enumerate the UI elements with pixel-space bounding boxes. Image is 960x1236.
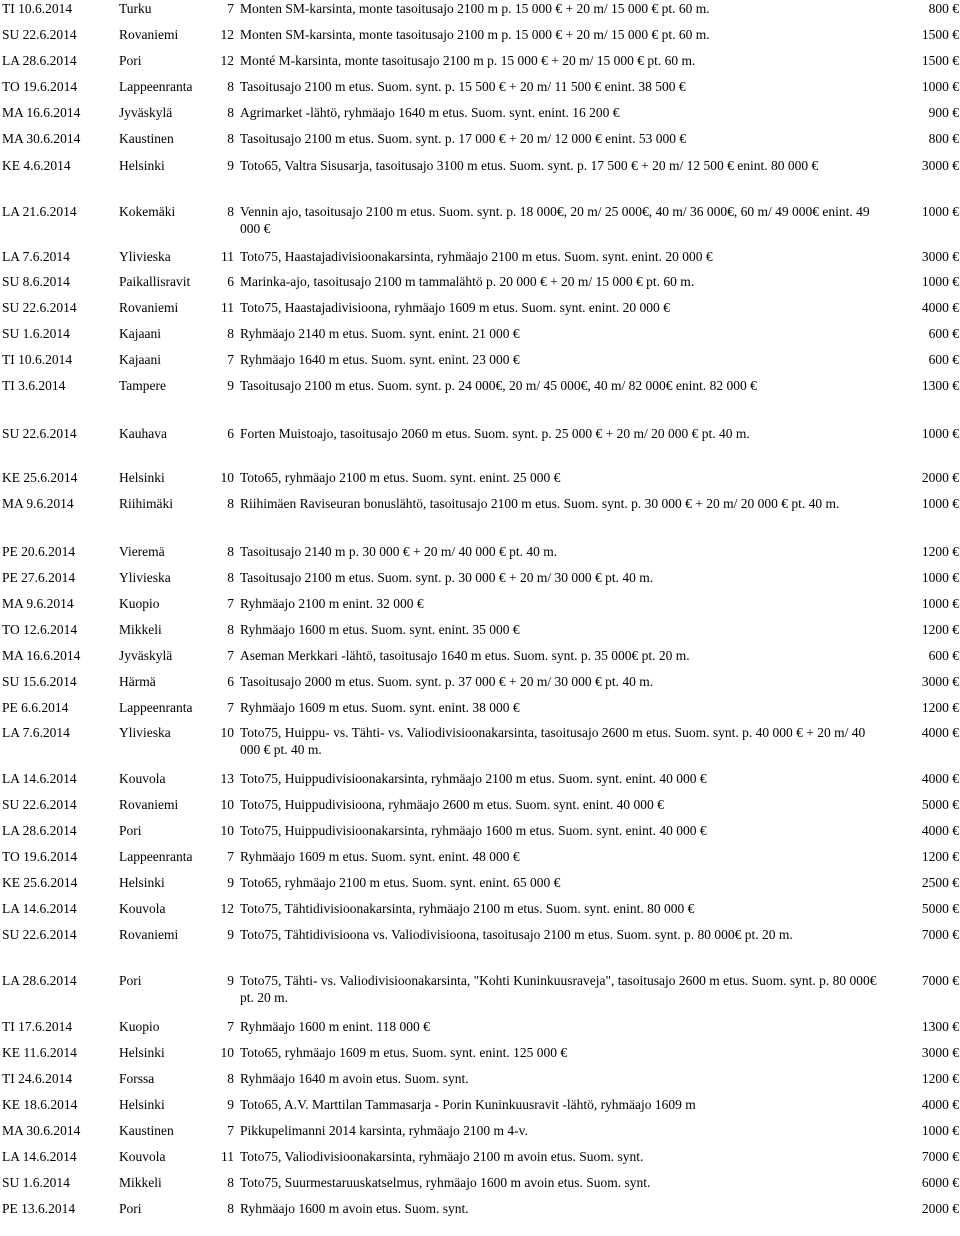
race-number: 8 [227, 570, 234, 585]
race-venue: Pori [119, 823, 142, 838]
race-venue: Forssa [119, 1071, 155, 1086]
race-prize: 5000 € [921, 901, 959, 916]
race-venue: Helsinki [119, 1045, 165, 1060]
race-description: Tasoitusajo 2100 m etus. Suom. synt. p. 30 000 € + 20 m/ 30 000 € pt. 40 m. [240, 570, 654, 585]
race-venue: Kouvola [119, 1149, 166, 1164]
race-date: LA 7.6.2014 [2, 725, 70, 740]
race-description: Ryhmäajo 1600 m etus. Suom. synt. enint. 35 000 € [240, 622, 520, 637]
race-date: PE 13.6.2014 [2, 1201, 76, 1216]
race-date: TI 10.6.2014 [2, 352, 73, 367]
race-venue: Helsinki [119, 470, 165, 485]
race-date: MA 16.6.2014 [2, 648, 81, 663]
race-date: LA 14.6.2014 [2, 901, 77, 916]
race-venue: Helsinki [119, 158, 165, 173]
race-prize: 6000 € [921, 1175, 959, 1190]
race-number: 12 [220, 27, 234, 42]
race-number: 9 [227, 973, 234, 988]
race-date: MA 30.6.2014 [2, 1123, 81, 1138]
race-date: LA 28.6.2014 [2, 53, 77, 68]
race-venue: Lappeenranta [119, 849, 193, 864]
race-description: Aseman Merkkari -lähtö, tasoitusajo 1640 m etus. Suom. synt. p. 35 000€ pt. 20 m. [240, 648, 690, 663]
race-number: 9 [227, 378, 234, 393]
race-number: 8 [227, 131, 234, 146]
race-description: Agrimarket -lähtö, ryhmäajo 1640 m etus. Suom. synt. enint. 16 200 € [240, 105, 620, 120]
race-venue: Ylivieska [119, 249, 171, 264]
race-description: Toto75, Tähti- vs. Valiodivisioonakarsinta, "Kohti Kuninkuusraveja", tasoitusajo 2600 m etus. Suom. synt. p. 80 000€ pt. 20 m. [240, 973, 877, 1005]
race-prize: 1000 € [921, 204, 959, 219]
race-date: MA 16.6.2014 [2, 105, 81, 120]
race-number: 7 [227, 849, 234, 864]
race-prize: 1200 € [921, 544, 959, 559]
race-number: 7 [227, 1019, 234, 1034]
race-date: PE 20.6.2014 [2, 544, 76, 559]
race-prize: 800 € [928, 1, 959, 16]
race-venue: Rovaniemi [119, 797, 179, 812]
race-description: Tasoitusajo 2140 m p. 30 000 € + 20 m/ 40 000 € pt. 40 m. [240, 544, 558, 559]
race-description: Toto65, Valtra Sisusarja, tasoitusajo 3100 m etus. Suom. synt. p. 17 500 € + 20 m/ 12 500 € enint. 80 000 € [240, 158, 819, 173]
race-venue: Pori [119, 1201, 142, 1216]
race-date: SU 22.6.2014 [2, 797, 77, 812]
list-item [0, 972, 960, 1008]
race-prize: 1000 € [921, 426, 959, 441]
race-date: KE 18.6.2014 [2, 1097, 78, 1112]
list-item [0, 425, 960, 461]
race-date: SU 22.6.2014 [2, 927, 77, 942]
race-venue: Kauhava [119, 426, 167, 441]
race-date: SU 15.6.2014 [2, 674, 77, 689]
race-number: 10 [220, 797, 234, 812]
race-date: KE 25.6.2014 [2, 470, 78, 485]
race-description: Toto75, Tähtidivisioona vs. Valiodivisioona, tasoitusajo 2100 m etus. Suom. synt. p. 80 000€ pt. 20 m. [240, 927, 793, 942]
race-venue: Ylivieska [119, 570, 171, 585]
race-date: SU 1.6.2014 [2, 326, 70, 341]
race-date: SU 22.6.2014 [2, 426, 77, 441]
race-description: Forten Muistoajo, tasoitusajo 2060 m etus. Suom. synt. p. 25 000 € + 20 m/ 20 000 € pt. 40 m. [240, 426, 750, 441]
race-description: Toto75, Haastajadivisioona, ryhmäajo 1609 m etus. Suom. synt. enint. 20 000 € [240, 300, 670, 315]
race-prize: 1200 € [921, 700, 959, 715]
race-description: Toto75, Tähtidivisioonakarsinta, ryhmäajo 2100 m etus. Suom. synt. enint. 80 000 € [240, 901, 695, 916]
race-number: 8 [227, 1071, 234, 1086]
race-venue: Kokemäki [119, 204, 176, 219]
race-number: 8 [227, 544, 234, 559]
race-description: Monté M-karsinta, monte tasoitusajo 2100 m p. 15 000 € + 20 m/ 15 000 € pt. 60 m. [240, 53, 696, 68]
race-prize: 7000 € [921, 973, 959, 988]
race-venue: Jyväskylä [119, 648, 173, 663]
race-prize: 1000 € [921, 1123, 959, 1138]
race-number: 7 [227, 1, 234, 16]
race-date: LA 14.6.2014 [2, 771, 77, 786]
race-description: Toto65, ryhmäajo 2100 m etus. Suom. synt. enint. 25 000 € [240, 470, 561, 485]
list-item [0, 377, 960, 413]
race-venue: Pori [119, 973, 142, 988]
race-date: TI 24.6.2014 [2, 1071, 73, 1086]
race-venue: Kouvola [119, 901, 166, 916]
race-number: 8 [227, 1201, 234, 1216]
race-description: Marinka-ajo, tasoitusajo 2100 m tammalähtö p. 20 000 € + 20 m/ 15 000 € pt. 60 m. [240, 274, 695, 289]
race-date: LA 14.6.2014 [2, 1149, 77, 1164]
race-number: 9 [227, 927, 234, 942]
race-date: LA 21.6.2014 [2, 204, 77, 219]
race-venue: Lappeenranta [119, 79, 193, 94]
race-description: Ryhmäajo 2100 m enint. 32 000 € [240, 596, 424, 611]
race-prize: 1300 € [921, 1019, 959, 1034]
list-item [0, 495, 960, 531]
race-venue: Kaustinen [119, 131, 174, 146]
race-number: 11 [221, 300, 234, 315]
race-prize: 7000 € [921, 927, 959, 942]
race-number: 12 [220, 901, 234, 916]
race-prize: 1200 € [921, 849, 959, 864]
race-description: Ryhmäajo 1600 m enint. 118 000 € [240, 1019, 430, 1034]
race-description: Toto65, ryhmäajo 1609 m etus. Suom. synt. enint. 125 000 € [240, 1045, 568, 1060]
race-prize: 1500 € [921, 53, 959, 68]
race-number: 10 [220, 823, 234, 838]
race-prize: 4000 € [921, 1097, 959, 1112]
race-number: 9 [227, 158, 234, 173]
race-prize: 7000 € [921, 1149, 959, 1164]
race-venue: Lappeenranta [119, 700, 193, 715]
race-prize: 2000 € [921, 1201, 959, 1216]
race-venue: Helsinki [119, 875, 165, 890]
race-description: Toto75, Huippu- vs. Tähti- vs. Valiodivisioonakarsinta, tasoitusajo 2600 m etus. Suom. synt. p. 40 000 € + 20 m/ 40 000 € pt. 40 m. [240, 725, 866, 757]
race-venue: Paikallisravit [119, 274, 191, 289]
race-venue: Rovaniemi [119, 927, 179, 942]
race-description: Toto65, A.V. Marttilan Tammasarja - Porin Kuninkuusravit -lähtö, ryhmäajo 1609 m [240, 1097, 696, 1112]
race-date: TI 10.6.2014 [2, 1, 73, 16]
race-date: SU 8.6.2014 [2, 274, 70, 289]
race-description: Ryhmäajo 1640 m avoin etus. Suom. synt. [240, 1071, 469, 1086]
race-venue: Pori [119, 53, 142, 68]
race-description: Ryhmäajo 1609 m etus. Suom. synt. enint. 48 000 € [240, 849, 520, 864]
race-prize: 900 € [928, 105, 959, 120]
race-date: MA 9.6.2014 [2, 496, 74, 511]
race-date: LA 7.6.2014 [2, 249, 70, 264]
race-venue: Kouvola [119, 771, 166, 786]
race-date: TI 17.6.2014 [2, 1019, 73, 1034]
list-item [0, 203, 960, 239]
list-item [0, 724, 960, 760]
race-description: Monten SM-karsinta, monte tasoitusajo 2100 m p. 15 000 € + 20 m/ 15 000 € pt. 60 m. [240, 27, 710, 42]
race-number: 6 [227, 426, 234, 441]
race-description: Riihimäen Raviseuran bonuslähtö, tasoitusajo 2100 m etus. Suom. synt. p. 30 000 € + 20 m/ 20 000 € pt. 40 m. [240, 496, 840, 511]
race-number: 7 [227, 700, 234, 715]
race-number: 9 [227, 1097, 234, 1112]
list-item [0, 1200, 960, 1236]
race-number: 6 [227, 674, 234, 689]
race-venue: Tampere [119, 378, 167, 393]
race-venue: Rovaniemi [119, 300, 179, 315]
race-description: Tasoitusajo 2100 m etus. Suom. synt. p. 15 500 € + 20 m/ 11 500 € enint. 38 500 € [240, 79, 686, 94]
race-description: Ryhmäajo 1640 m etus. Suom. synt. enint. 23 000 € [240, 352, 520, 367]
race-description: Toto75, Huippudivisioonakarsinta, ryhmäajo 2100 m etus. Suom. synt. enint. 40 000 € [240, 771, 707, 786]
race-description: Ryhmäajo 2140 m etus. Suom. synt. enint. 21 000 € [240, 326, 520, 341]
race-prize: 1200 € [921, 622, 959, 637]
race-number: 9 [227, 875, 234, 890]
race-prize: 2000 € [921, 470, 959, 485]
race-number: 13 [220, 771, 234, 786]
race-venue: Mikkeli [119, 1175, 162, 1190]
race-description: Toto75, Valiodivisioonakarsinta, ryhmäajo 2100 m avoin etus. Suom. synt. [240, 1149, 644, 1164]
race-date: KE 4.6.2014 [2, 158, 71, 173]
list-item [0, 157, 960, 193]
race-date: KE 25.6.2014 [2, 875, 78, 890]
race-prize: 1000 € [921, 79, 959, 94]
race-number: 8 [227, 496, 234, 511]
race-date: TO 19.6.2014 [2, 79, 78, 94]
race-description: Tasoitusajo 2000 m etus. Suom. synt. p. 37 000 € + 20 m/ 30 000 € pt. 40 m. [240, 674, 654, 689]
race-venue: Rovaniemi [119, 27, 179, 42]
race-prize: 600 € [928, 648, 959, 663]
race-prize: 3000 € [921, 158, 959, 173]
race-prize: 1000 € [921, 570, 959, 585]
race-venue: Riihimäki [119, 496, 173, 511]
race-description: Vennin ajo, tasoitusajo 2100 m etus. Suom. synt. p. 18 000€, 20 m/ 25 000€, 40 m/ 36 000€, 60 m/ 49 000€ enint. 49 000 € [240, 204, 870, 236]
race-number: 7 [227, 596, 234, 611]
race-venue: Helsinki [119, 1097, 165, 1112]
race-venue: Mikkeli [119, 622, 162, 637]
race-prize: 4000 € [921, 725, 959, 740]
race-date: TO 19.6.2014 [2, 849, 78, 864]
race-description: Toto65, ryhmäajo 2100 m etus. Suom. synt. enint. 65 000 € [240, 875, 561, 890]
race-number: 10 [220, 725, 234, 740]
race-description: Monten SM-karsinta, monte tasoitusajo 2100 m p. 15 000 € + 20 m/ 15 000 € pt. 60 m. [240, 1, 710, 16]
race-number: 10 [220, 1045, 234, 1060]
race-prize: 2500 € [921, 875, 959, 890]
race-venue: Härmä [119, 674, 156, 689]
race-description: Tasoitusajo 2100 m etus. Suom. synt. p. 17 000 € + 20 m/ 12 000 € enint. 53 000 € [240, 131, 687, 146]
race-prize: 1000 € [921, 496, 959, 511]
race-prize: 4000 € [921, 771, 959, 786]
race-description: Pikkupelimanni 2014 karsinta, ryhmäajo 2100 m 4-v. [240, 1123, 528, 1138]
race-prize: 3000 € [921, 1045, 959, 1060]
race-date: SU 22.6.2014 [2, 300, 77, 315]
race-date: TI 3.6.2014 [2, 378, 66, 393]
race-prize: 1000 € [921, 596, 959, 611]
race-prize: 1500 € [921, 27, 959, 42]
race-venue: Turku [119, 1, 152, 16]
race-date: LA 28.6.2014 [2, 823, 77, 838]
race-date: MA 9.6.2014 [2, 596, 74, 611]
race-venue: Kuopio [119, 1019, 160, 1034]
race-number: 8 [227, 1175, 234, 1190]
race-date: SU 1.6.2014 [2, 1175, 70, 1190]
race-date: TO 12.6.2014 [2, 622, 78, 637]
race-description: Ryhmäajo 1600 m avoin etus. Suom. synt. [240, 1201, 469, 1216]
race-prize: 1300 € [921, 378, 959, 393]
race-date: MA 30.6.2014 [2, 131, 81, 146]
race-venue: Kuopio [119, 596, 160, 611]
race-venue: Kaustinen [119, 1123, 174, 1138]
race-description: Ryhmäajo 1609 m etus. Suom. synt. enint. 38 000 € [240, 700, 520, 715]
race-prize: 3000 € [921, 674, 959, 689]
race-prize: 800 € [928, 131, 959, 146]
race-date: PE 6.6.2014 [2, 700, 69, 715]
race-number: 10 [220, 470, 234, 485]
race-date: SU 22.6.2014 [2, 27, 77, 42]
race-number: 8 [227, 204, 234, 219]
race-description: Toto75, Huippudivisioonakarsinta, ryhmäajo 1600 m etus. Suom. synt. enint. 40 000 € [240, 823, 707, 838]
race-venue: Vieremä [119, 544, 165, 559]
race-prize: 600 € [928, 352, 959, 367]
race-number: 7 [227, 1123, 234, 1138]
race-venue: Jyväskylä [119, 105, 173, 120]
race-prize: 600 € [928, 326, 959, 341]
race-number: 7 [227, 352, 234, 367]
race-number: 8 [227, 622, 234, 637]
race-prize: 1200 € [921, 1071, 959, 1086]
race-prize: 5000 € [921, 797, 959, 812]
race-number: 11 [221, 1149, 234, 1164]
race-venue: Ylivieska [119, 725, 171, 740]
race-number: 7 [227, 648, 234, 663]
race-date: LA 28.6.2014 [2, 973, 77, 988]
race-number: 8 [227, 326, 234, 341]
race-number: 12 [220, 53, 234, 68]
race-number: 8 [227, 105, 234, 120]
race-description: Toto75, Suurmestaruuskatselmus, ryhmäajo 1600 m avoin etus. Suom. synt. [240, 1175, 651, 1190]
race-number: 11 [221, 249, 234, 264]
race-prize: 4000 € [921, 300, 959, 315]
race-description: Tasoitusajo 2100 m etus. Suom. synt. p. 24 000€, 20 m/ 45 000€, 40 m/ 82 000€ enint. 82 000 € [240, 378, 757, 393]
race-date: KE 11.6.2014 [2, 1045, 77, 1060]
race-prize: 3000 € [921, 249, 959, 264]
race-prize: 1000 € [921, 274, 959, 289]
race-venue: Kajaani [119, 326, 161, 341]
race-number: 6 [227, 274, 234, 289]
race-date: PE 27.6.2014 [2, 570, 76, 585]
race-description: Toto75, Haastajadivisioonakarsinta, ryhmäajo 2100 m etus. Suom. synt. enint. 20 000 € [240, 249, 713, 264]
race-venue: Kajaani [119, 352, 161, 367]
race-prize: 4000 € [921, 823, 959, 838]
race-number: 8 [227, 79, 234, 94]
race-description: Toto75, Huippudivisioona, ryhmäajo 2600 m etus. Suom. synt. enint. 40 000 € [240, 797, 664, 812]
list-item [0, 926, 960, 962]
